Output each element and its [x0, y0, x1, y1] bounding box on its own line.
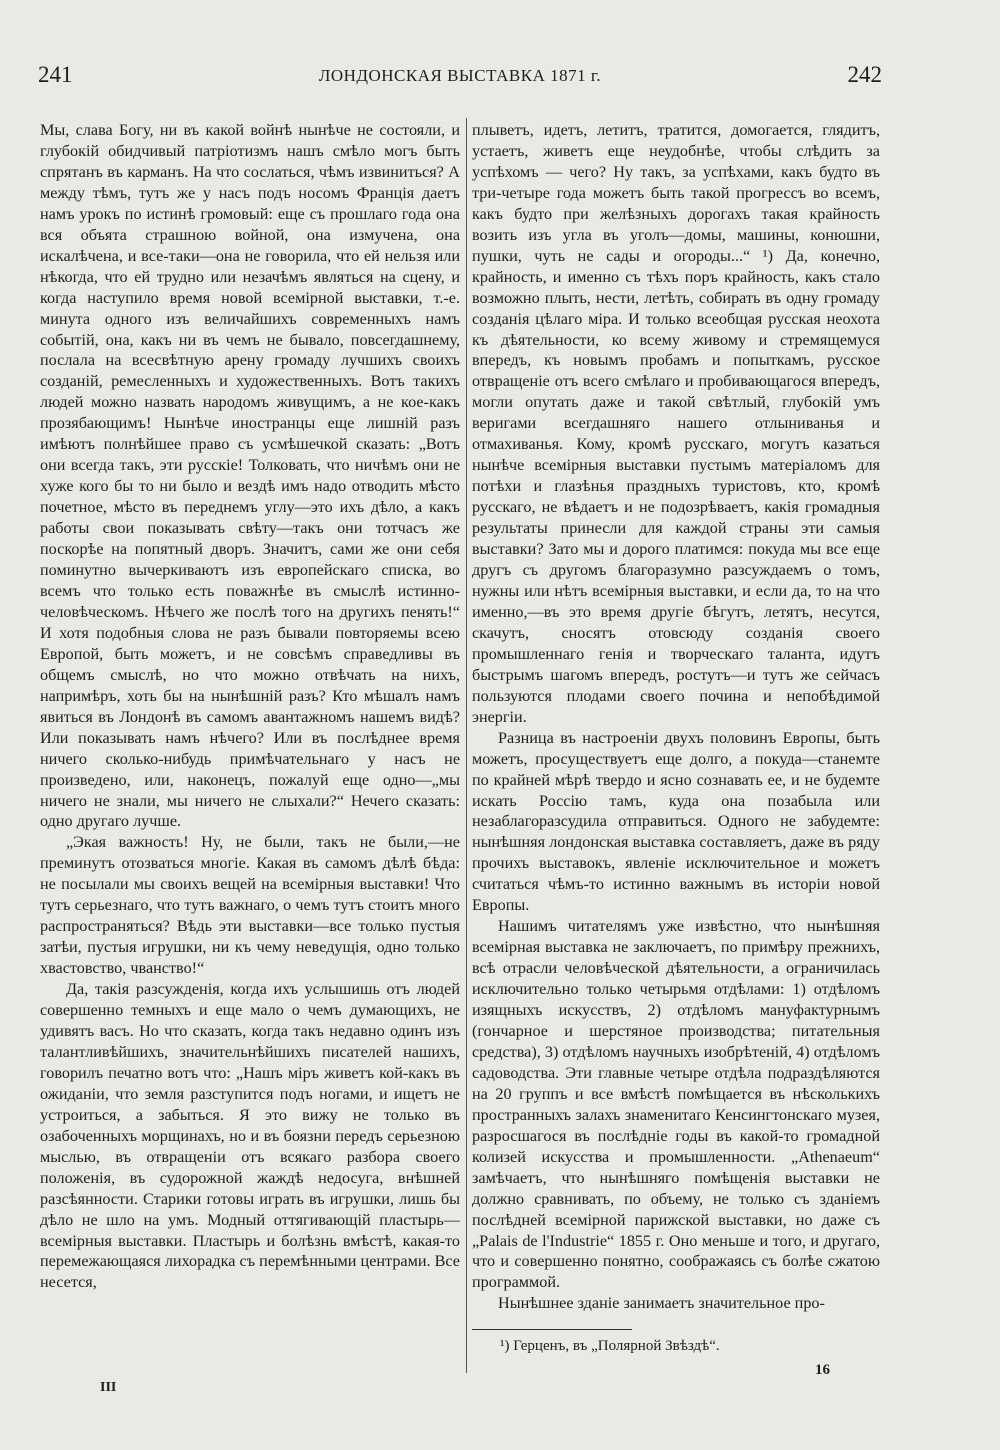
running-header — [38, 62, 882, 94]
paragraph: Да, такія разсужденія, когда ихъ услышишь отъ людей совершенно темныхъ и еще мало о чемъ думающихъ, не удивятъ васъ. Но что сказать, когда такъ недавно одинъ изъ талантливѣйшихъ, значительнѣйшихъ писателей нашихъ, говорилъ печатно вотъ что: „Нашъ міръ живетъ кой-какъ въ ожиданіи, что земля разступится подъ ногами, и ищетъ не устроиться, а забыться. Я это вижу не только въ озабоченныхъ морщинахъ, но и въ боязни передъ серьезною мыслью, въ отвращеніи отъ всякаго разбора своего положенія, въ судорожной жаждѣ недосуга, внѣшней разсѣянности. Старики готовы играть въ игрушки, лишь бы дѣло не шло на умъ. Модный оттягивающій пластырь—всемірныя выставки. Пластырь и болѣзнь вмѣстѣ, какая-то перемежающаяся лихорадка съ перемѣнными центрами. Все несется, — [40, 980, 460, 1292]
footnote: ¹) Герценъ, въ „Полярной Звѣздѣ“. — [500, 1338, 720, 1354]
paragraph: „Экая важность! Ну, не были, такъ не были,—не преминутъ отозваться многіе. Какая въ самомъ дѣлѣ бѣда: не посылали мы своихъ вещей на всемірныя выставки! Что тутъ серьезнаго, что тутъ важнаго, о чемъ тутъ стоитъ много распространяться? Вѣдь эти выставки—все только пустыя затѣи, пустыя игрушки, ни къ чему неведущія, одно только хвастовство, чванство!“ — [40, 833, 460, 978]
left-column — [40, 120, 460, 1293]
page-number-right: 242 — [847, 62, 882, 87]
running-title: ЛОНДОНСКАЯ ВЫСТАВКА 1871 г. — [318, 66, 602, 85]
signature-mark: III — [100, 1380, 117, 1395]
sheet-number: 16 — [815, 1362, 830, 1378]
paragraph: Нынѣшнее зданіе занимаетъ значительное про- — [498, 1294, 825, 1313]
paragraph: Мы, слава Богу, ни въ какой войнѣ нынѣче не состояли, и глубокій обидчивый патріотизмъ нашъ смѣло могъ быть спрятанъ въ карманъ. На что сослаться, чѣмъ извиниться? А между тѣмъ, тутъ же у насъ подъ носомъ Франція даетъ намъ урокъ по истинѣ громовый: еще съ прошлаго года она вся объята страшною войной, она измучена, она искалѣчена, и все-таки—она не говорила, что ей нельзя или нѣкогда, что ей трудно или незачѣмъ являться на сцену, и когда наступило время новой всемірной выставки, т.-е. минута одного изъ величайшихъ современныхъ намъ событій, она, какъ ни въ чемъ не бывало, повсегдашнему, послала на всесвѣтную арену громаду лучшихъ своихъ созданій, ремесленныхъ и художественныхъ. Вотъ такихъ людей можно назвать народомъ живущимъ, а не кое-какъ прозябающимъ! Нынѣче иностранцы еще лишній разъ имѣютъ полнѣйшее право съ усмѣшечкой сказать: „Вотъ они всегда такъ, эти русскіе! Толковать, что ничѣмъ они не хуже кого бы то ни было и вездѣ имъ надо отводить мѣсто почетное, мѣсто въ переднемъ углу—это ихъ дѣло, а какъ работы свои показывать свѣту—такъ они тотчасъ же поскорѣе на попятный дворъ. Значитъ, сами же они себя поминутно вычеркиваютъ изъ европейскаго списка, во всемъ что только есть поважнѣе въ смыслѣ истинно-человѣческомъ. Нѣчего же послѣ того на другихъ пенять!“ И хотя подобныя слова не разъ бывали повторяемы всею Европой, быть можетъ, и не совсѣмъ справедливы въ общемъ смыслѣ, но что можно отвѣчать на нихъ, напримѣръ, хоть бы на нынѣшній разъ? Кто мѣшалъ намъ явиться въ Лондонѣ въ самомъ авантажномъ нашемъ видѣ? Или показывать намъ нѣчего? Или въ послѣднее время ничего сколько-нибудь примѣчательнаго у насъ не произведено, или, наконецъ, пожалуй еще одно—„мы ничего не знали, мы ничего не слыхали?“ Нечего сказать: одно другаго лучше. — [40, 121, 460, 831]
column-divider — [466, 118, 467, 1373]
right-column — [472, 120, 880, 1314]
paragraph: плыветъ, идетъ, летитъ, тратится, домогается, глядитъ, устаетъ, живетъ еще неудобнѣе, чтобы слѣдить за успѣхомъ — чего? Ну такъ, за успѣхами, какъ будто въ три-четыре года можетъ быть такой прогрессъ во всемъ, какъ будто при желѣзныхъ дорогахъ такая крайность возить изъ угла въ уголъ—домы, машины, конюшни, пушки, чуть не сады и огороды...“ ¹) Да, конечно, крайность, и именно съ тѣхъ поръ крайность, какъ стало возможно плыть, нести, летѣть, собирать въ одну громаду созданія цѣлаго міра. И только всеобщая русская неохота къ дѣятельности, ко всему живому и стремящемуся впередъ, къ новымъ пробамъ и попыткамъ, русское отвращеніе отъ всего смѣлаго и пробивающагося впередъ, могли опутать даже и такой свѣтлый, глубокій умъ веригами всегдашняго нашего отлыниванья и отмахиванья. Кому, кромѣ русскаго, могутъ казаться нынѣче всемірныя выставки пустымъ матеріаломъ для потѣхи и глазѣнья праздныхъ туристовъ, кто, кромѣ русскаго, не вѣдаетъ и не подозрѣваетъ, какія громадныя результаты принесли для каждой страны эти самыя выставки? Зато мы и дорого платимся: покуда мы все еще другъ съ другомъ благоразумно разсуждаемъ о томъ, нужны или нѣтъ всемірныя выставки, и если да, то на что именно,—въ это время другіе бѣгутъ, летятъ, несутся, скачутъ, сносятъ отовсюду созданія своего промышленнаго генія и творческаго таланта, идутъ быстрымъ шагомъ впередъ, ростутъ—и тутъ же сейчасъ пользуются плодами своего почина и непобѣдимой энергіи. — [472, 121, 880, 726]
footnote-rule — [472, 1329, 632, 1330]
paragraph: Нашимъ читателямъ уже извѣстно, что нынѣшняя всемірная выставка не заключаетъ, по примѣру прежнихъ, всѣ отрасли человѣческой дѣятельности, а ограничилась исключительно только четырьмя отдѣлами: 1) отдѣломъ изящныхъ искусствъ, 2) отдѣломъ мануфактурнымъ (гончарное и шерстяное производства; питательныя средства), 3) отдѣломъ научныхъ изобрѣтеній, 4) отдѣломъ садоводства. Эти главные четыре отдѣла подраздѣляются на 20 группъ и все вмѣстѣ помѣщается въ нѣсколькихъ пространныхъ залахъ знаменитаго Кенсингтонскаго музея, разросшагося въ послѣдніе годы въ какой-то громадной колизей искусства и промышленности. „Athenaeum“ замѣчаетъ, что нынѣшняго помѣщенія выставки не должно сравнивать, по объему, не только съ зданіемъ послѣдней всемірной парижской выставки, но даже съ „Palais de l'Industrie“ 1855 г. Оно меньше и того, и другаго, что и совершенно понятно, соображаясь съ болѣе сжатою программой. — [472, 917, 880, 1292]
paragraph: Разница въ настроеніи двухъ половинъ Европы, быть можетъ, просуществуетъ еще долго, а покуда—станемте по крайней мѣрѣ твердо и ясно сознавать ее, и не будемте искать Россію тамъ, куда она позабыла или незаблагоразсудила отправиться. Одного не забудемте: нынѣшняя лондонская выставка составляетъ, даже въ ряду прочихъ выставокъ, явленіе исключительное и можетъ считаться чѣмъ-то истинно важнымъ въ исторіи новой Европы. — [472, 728, 880, 915]
page-number-left: 241 — [38, 62, 73, 87]
